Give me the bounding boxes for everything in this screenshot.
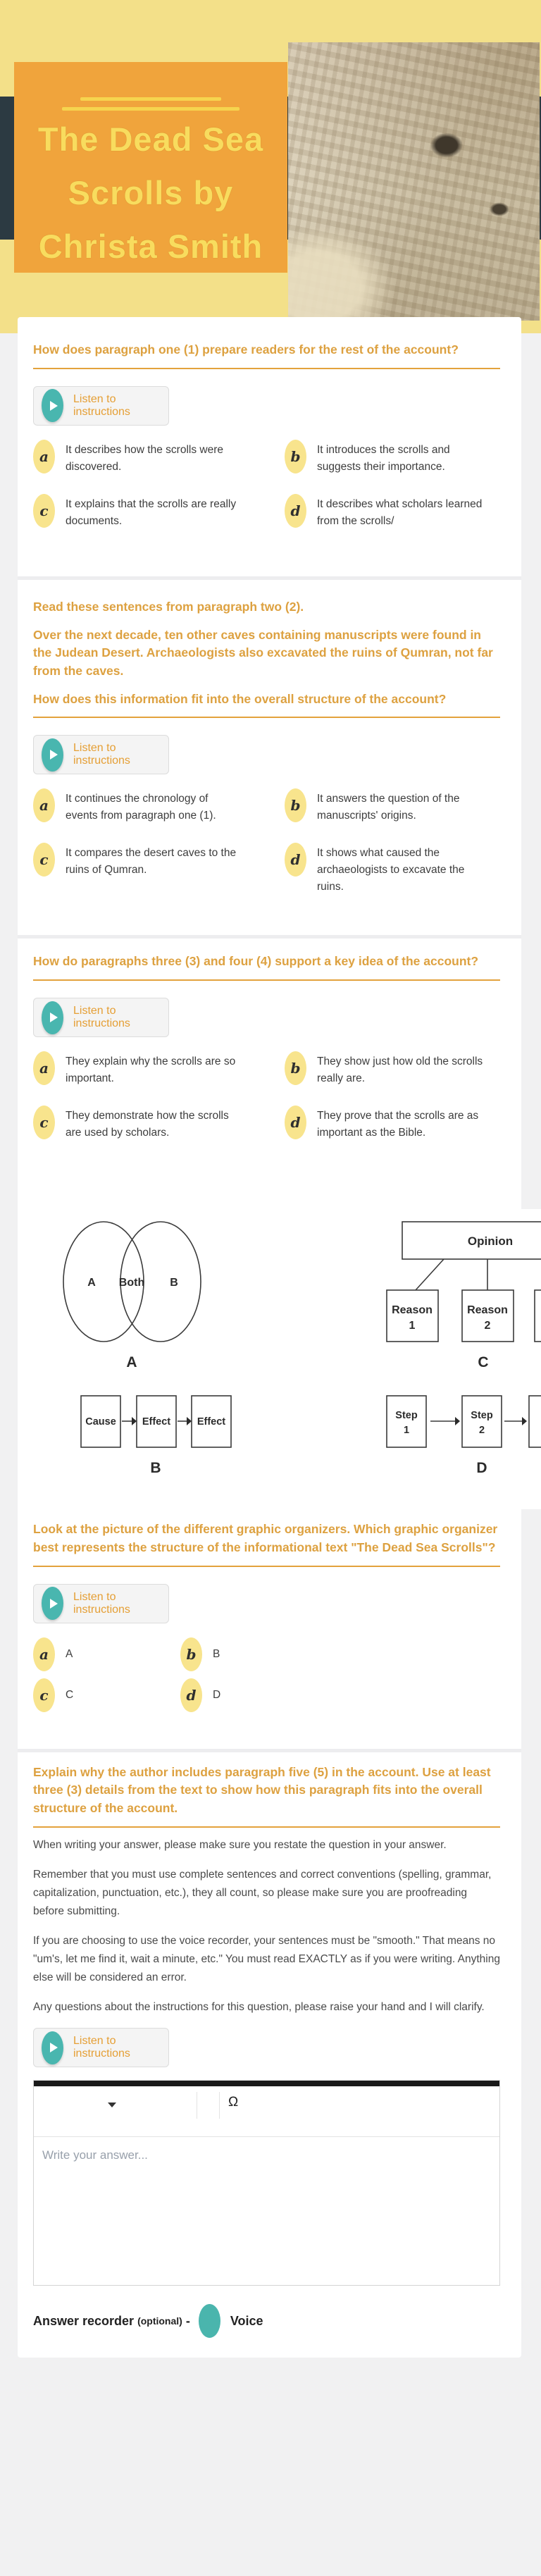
listen-button-label: Listen to instructions	[73, 2035, 130, 2060]
option-letter-badge: d	[180, 1678, 202, 1712]
listen-button-q3[interactable]	[33, 998, 169, 1037]
answer-recorder-row	[33, 2304, 500, 2358]
option-letter-badge: a	[33, 788, 55, 822]
answer-editor	[33, 2080, 500, 2286]
question-2-question: How does this information fit into the overall structure of the account?	[33, 691, 447, 706]
option-text: It compares the desert caves to the ruins of Qumran.	[66, 847, 237, 877]
toolbar-separator	[219, 2092, 220, 2119]
option-letter-badge: c	[33, 494, 55, 528]
question-5-instructions	[33, 1836, 500, 2017]
question-5-title-part2: from the text to show how this paragraph fits into the overall structure of the account.	[33, 1783, 483, 1816]
listen-button-q2[interactable]	[33, 735, 169, 774]
worksheet-card	[18, 317, 521, 2358]
question-5	[18, 1752, 521, 2358]
worksheet-title-box	[14, 62, 287, 273]
option-text: D	[213, 1688, 221, 1701]
option-letter-badge: a	[33, 1051, 55, 1085]
option-text: It answers the question of the manuscripts' origins.	[317, 793, 460, 822]
option-text: They explain why the scrolls are so important.	[66, 1055, 236, 1085]
figure-caption-b: B	[150, 1460, 161, 1477]
voice-label: Voice	[230, 2313, 263, 2328]
title-line-1: The Dead Sea	[37, 120, 264, 158]
question-divider	[33, 1566, 500, 1567]
option-letter-badge: c	[33, 1678, 55, 1712]
listen-button-label: Listen to instructions	[73, 1005, 130, 1030]
header	[0, 0, 541, 333]
answer-recorder-label: Answer recorder	[33, 2313, 135, 2328]
question-3	[18, 939, 521, 1748]
option-d[interactable]	[285, 1106, 500, 1141]
listen-button-label: Listen to instructions	[73, 1590, 130, 1616]
option-letter-badge: a	[33, 1637, 55, 1671]
opinion-box-label: Opinion	[467, 1234, 514, 1249]
option-a[interactable]	[33, 1051, 285, 1087]
option-letter-badge: d	[285, 494, 306, 528]
option-letter-badge: c	[33, 1106, 55, 1139]
option-d[interactable]	[285, 494, 500, 530]
instruction-paragraph: When writing your answer, please make sure you restate the question in your answer.	[33, 1838, 447, 1851]
question-3-title: How do paragraphs three (3) and four (4) support a key idea of the account?	[33, 954, 479, 969]
answer-recorder-dash: -	[185, 2313, 190, 2328]
option-text: A	[66, 1647, 73, 1660]
qumran-caves-photo	[288, 42, 540, 321]
decorative-line	[80, 97, 221, 101]
option-text: It continues the chronology of events from paragraph one (1).	[66, 793, 216, 822]
option-text: It shows what caused the archaeologists to excavate the ruins.	[317, 847, 465, 893]
play-icon	[42, 738, 63, 772]
play-icon	[42, 2031, 63, 2064]
option-a[interactable]	[33, 440, 285, 476]
question-4	[33, 1521, 500, 1711]
worksheet-title	[14, 113, 287, 273]
answer-recorder-optional: (optional)	[137, 2315, 182, 2327]
effect-box-label: Effect	[142, 1416, 171, 1428]
listen-button-q4[interactable]	[33, 1584, 169, 1623]
play-icon	[42, 1001, 63, 1034]
option-letter-badge: d	[285, 843, 306, 877]
option-b[interactable]	[180, 1637, 500, 1671]
option-a[interactable]	[33, 788, 285, 824]
option-d[interactable]	[285, 843, 500, 896]
figure-caption-a: A	[126, 1354, 137, 1371]
title-line-2: Scrolls by	[68, 174, 234, 212]
option-letter-badge: b	[180, 1637, 202, 1671]
question-2-intro: Read these sentences from paragraph two (2).	[33, 599, 304, 614]
step1-label: Step 1	[395, 1410, 418, 1437]
effect-box-label: Effect	[197, 1416, 226, 1428]
play-icon	[42, 389, 63, 422]
answer-textarea[interactable]	[34, 2137, 499, 2285]
option-a[interactable]	[33, 1637, 180, 1671]
play-icon	[42, 1587, 63, 1620]
question-divider	[33, 368, 500, 369]
option-c[interactable]	[33, 843, 285, 896]
question-1-options	[33, 440, 500, 530]
option-c[interactable]	[33, 494, 285, 530]
option-b[interactable]	[285, 1051, 500, 1087]
option-b[interactable]	[285, 788, 500, 824]
question-5-title-bold: at least three (3) details	[33, 1764, 491, 1797]
graphic-organizers-image	[60, 1209, 541, 1509]
venn-label-b: B	[170, 1277, 178, 1289]
special-character-button[interactable]: Ω	[228, 2095, 239, 2110]
venn-label-both: Both	[118, 1277, 145, 1289]
reason2-label: Reason 2	[467, 1304, 508, 1332]
question-divider	[33, 979, 500, 981]
option-letter-badge: b	[285, 440, 306, 473]
question-2-quote: Over the next decade, ten other caves containing manuscripts were found in the Judean Desert. Archaeologists also excavated the ruins of Qumran, not far from the caves.	[33, 627, 493, 678]
question-5-title	[33, 1764, 500, 1818]
question-3-options	[33, 1051, 500, 1141]
option-text: It explains that the scrolls are really documents.	[66, 497, 237, 527]
listen-button-q1[interactable]	[33, 386, 169, 426]
voice-record-button[interactable]	[199, 2304, 220, 2338]
question-2	[18, 580, 521, 936]
option-d[interactable]	[180, 1678, 500, 1712]
figure-caption-d: D	[476, 1460, 487, 1477]
listen-button-label: Listen to instructions	[73, 392, 130, 418]
question-4-title: Look at the picture of the different graphic organizers. Which graphic organizer best represents the structure of the informational text "The Dead Sea Scrolls"?	[33, 1522, 498, 1554]
option-b[interactable]	[285, 440, 500, 476]
answer-placeholder: Write your answer...	[42, 2148, 148, 2162]
question-divider	[33, 1826, 500, 1828]
option-text: It describes how the scrolls were discovered.	[66, 443, 223, 473]
figure-caption-c: C	[478, 1354, 489, 1371]
option-c[interactable]	[33, 1106, 285, 1141]
question-divider	[33, 717, 500, 718]
question-2-options	[33, 788, 500, 896]
option-text: It introduces the scrolls and suggests their importance.	[317, 443, 450, 473]
question-5-title-part1: Explain why the author includes paragraph five (5) in the account. Use	[33, 1764, 449, 1779]
question-1	[18, 317, 521, 576]
option-text: They demonstrate how the scrolls are used by scholars.	[66, 1110, 229, 1139]
format-dropdown-caret-icon[interactable]	[108, 2103, 116, 2107]
option-letter-badge: d	[285, 1106, 306, 1139]
title-line-3: Christa Smith	[38, 228, 263, 266]
option-text: B	[213, 1647, 220, 1660]
instruction-paragraph: If you are choosing to use the voice recorder, your sentences must be "smooth." That means no "um's, let me find it, wait a minute, etc." You must read EXACTLY as if you were writing. Anything else will be considered an error.	[33, 1934, 500, 1984]
question-4-options	[33, 1637, 500, 1712]
option-letter-badge: a	[33, 440, 55, 473]
listen-button-label: Listen to instructions	[73, 742, 130, 767]
reason1-label: Reason 1	[392, 1304, 433, 1332]
cause-box-label: Cause	[85, 1416, 116, 1428]
option-letter-badge: b	[285, 1051, 306, 1085]
option-letter-badge: c	[33, 843, 55, 877]
editor-top-bar	[34, 2081, 499, 2086]
option-text: C	[66, 1688, 74, 1701]
decorative-line	[62, 107, 240, 111]
instruction-paragraph: Remember that you must use complete sentences and correct conventions (spelling, grammar, capitalization, punctuation, etc.), they all count, so please make sure you are proofreading before submitting.	[33, 1868, 492, 1917]
option-letter-badge: b	[285, 788, 306, 822]
question-2-title	[33, 598, 500, 709]
listen-button-q5[interactable]	[33, 2028, 169, 2067]
venn-label-a: A	[87, 1277, 96, 1289]
editor-toolbar	[34, 2086, 499, 2137]
option-text: They show just how old the scrolls really are.	[317, 1055, 483, 1085]
option-text: They prove that the scrolls are as important as the Bible.	[317, 1110, 479, 1139]
question-1-title: How does paragraph one (1) prepare readers for the rest of the account?	[33, 342, 459, 357]
instruction-paragraph: Any questions about the instructions for this question, please raise your hand and I will clarify.	[33, 2001, 485, 2014]
option-text: It describes what scholars learned from the scrolls/	[317, 497, 483, 527]
step2-label: Step 2	[471, 1410, 493, 1437]
option-c[interactable]	[33, 1678, 180, 1712]
